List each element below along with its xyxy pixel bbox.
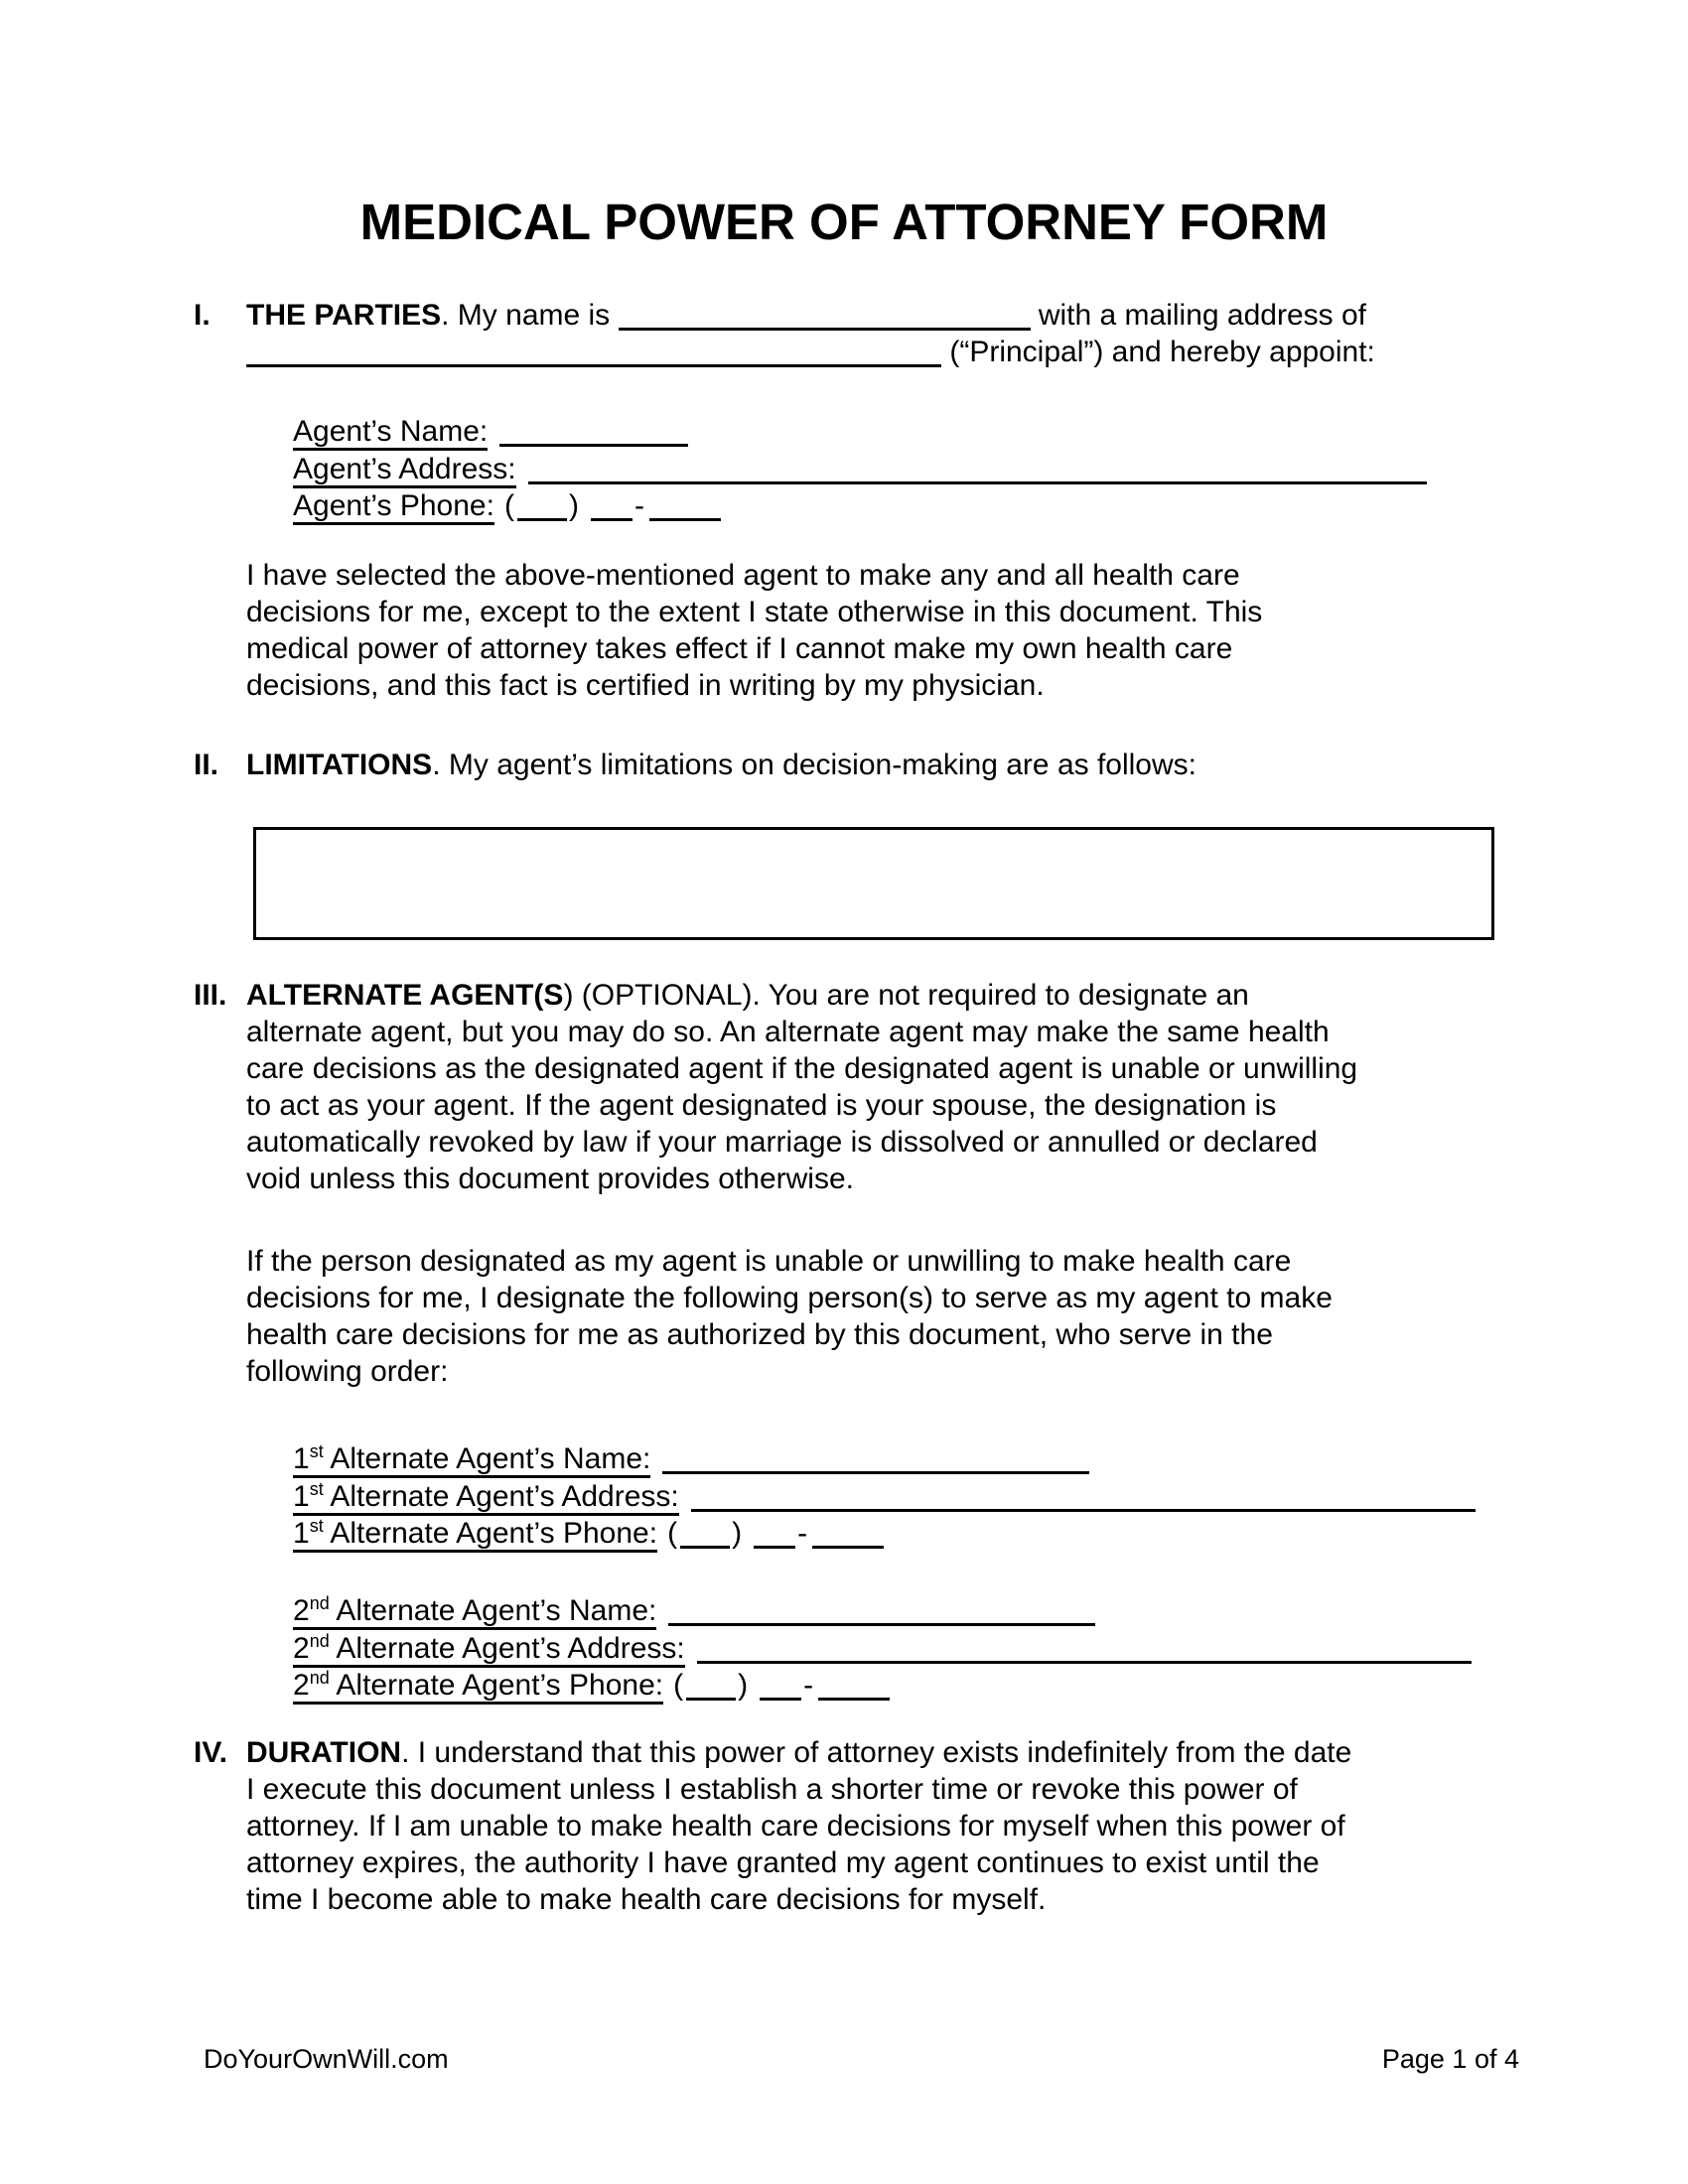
phone-dash: -	[633, 489, 644, 522]
first-alternate-phone-area-blank[interactable]	[680, 1546, 730, 1549]
phone-open-paren: (	[673, 1669, 684, 1702]
first-alternate-address-row	[293, 1478, 1653, 1516]
phone-open-paren: (	[503, 489, 514, 522]
first-alternate-phone-line-blank[interactable]	[812, 1546, 884, 1549]
second-alternate-phone-label	[293, 1669, 663, 1705]
section-duration	[194, 1734, 1614, 1918]
phone-open-paren: (	[667, 1517, 678, 1550]
section-duration-content	[246, 1734, 1614, 1918]
ordinal-number: 1	[293, 1517, 310, 1550]
ordinal-number: 2	[293, 1594, 310, 1627]
agent-fields	[293, 413, 1653, 525]
section-alternate-content	[246, 977, 1614, 1197]
first-alternate-name-row	[293, 1440, 1653, 1478]
ordinal-suffix: nd	[309, 1630, 330, 1651]
first-alternate-address-blank[interactable]	[691, 1509, 1476, 1512]
parties-after-name-text: with a mailing address of	[1030, 299, 1367, 332]
first-alternate-name-label	[293, 1442, 650, 1478]
agent-name-row	[293, 413, 1653, 451]
selected-agent-paragraph: I have selected the above-mentioned agent to make any and all health care decisions for me, except to the extent I state otherwise in this document. This medical power of attorney takes effect if I cannot make my own health care decisions, and this fact is certified in writing by my physician.	[246, 559, 1263, 702]
agent-phone-row	[293, 487, 1653, 525]
principal-name-blank[interactable]	[619, 328, 1031, 331]
parties-lead-text: . My name is	[441, 299, 619, 332]
label-text: Alternate Agent’s Phone:	[323, 1517, 658, 1550]
phone-dash: -	[797, 1517, 808, 1550]
section-duration-heading: DURATION	[246, 1736, 402, 1769]
ordinal-suffix: nd	[309, 1593, 330, 1613]
duration-body-text: . I understand that this power of attorney exists indefinitely from the date I execute this document unless I establish a shorter time or revoke this power of attorney. If I am unable to make health care decisions for myself when this power of attorney expires, the authority I have granted my agent continues to exist until the time I become able to make health care decisions for myself.	[246, 1736, 1352, 1916]
section-alternate	[194, 977, 1614, 1197]
limitations-box[interactable]	[253, 827, 1494, 940]
parties-after-address-text: (“Principal”) and hereby appoint:	[941, 336, 1375, 368]
second-alternate-name-label	[293, 1594, 656, 1630]
label-text: Alternate Agent’s Name:	[329, 1594, 657, 1627]
ordinal-suffix: st	[309, 1441, 324, 1461]
principal-address-blank[interactable]	[246, 364, 941, 367]
agent-address-blank[interactable]	[528, 481, 1427, 484]
phone-dash: -	[803, 1669, 814, 1702]
agent-name-blank[interactable]	[499, 444, 688, 447]
section-alternate-heading-rest: ) (OPTIONAL).	[563, 979, 769, 1012]
section-parties-heading: THE PARTIES	[246, 299, 442, 332]
page-title: MEDICAL POWER OF ATTORNEY FORM	[359, 194, 1329, 250]
limitations-after-text: . My agent’s limitations on decision-making are as follows:	[432, 749, 1196, 781]
second-alternate-address-row	[293, 1630, 1653, 1668]
alternate-designation-paragraph: If the person designated as my agent is unable or unwilling to make health care decisions for me, I designate the following person(s) to serve as my agent to make health care decisions for me as authorized by this document, who serve in the following order:	[246, 1245, 1333, 1388]
ordinal-number: 1	[293, 1442, 310, 1475]
second-alternate-phone-prefix-blank[interactable]	[760, 1698, 801, 1701]
first-alternate-address-label	[293, 1480, 679, 1516]
label-text: Alternate Agent’s Address:	[323, 1479, 679, 1513]
ordinal-suffix: st	[309, 1478, 324, 1499]
agent-phone-area-blank[interactable]	[517, 518, 567, 521]
section-duration-numeral: IV.	[194, 1736, 227, 1769]
section-limitations	[194, 747, 1614, 783]
section-parties-content	[246, 297, 1614, 370]
second-alternate-phone-area-blank[interactable]	[686, 1698, 736, 1701]
footer-site: DoYourOwnWill.com	[204, 2044, 449, 2074]
agent-phone-prefix-blank[interactable]	[591, 518, 633, 521]
agent-address-label: Agent’s Address:	[293, 453, 516, 488]
ordinal-number: 2	[293, 1631, 310, 1665]
first-alternate-phone-prefix-blank[interactable]	[754, 1546, 795, 1549]
ordinal-suffix: nd	[309, 1668, 330, 1688]
section-alternate-numeral: III.	[194, 979, 227, 1012]
label-text: Alternate Agent’s Name:	[323, 1442, 651, 1475]
footer-page-number: Page 1 of 4	[1381, 2044, 1519, 2074]
second-alternate-address-blank[interactable]	[697, 1661, 1472, 1664]
second-alternate-phone-row	[293, 1667, 1653, 1705]
second-alternate-name-blank[interactable]	[668, 1623, 1095, 1626]
second-alternate-address-label	[293, 1632, 685, 1668]
section-limitations-numeral: II.	[194, 749, 219, 781]
phone-close-paren: )	[738, 1669, 749, 1702]
ordinal-suffix: st	[309, 1516, 324, 1536]
alternate-body-text: You are not required to designate an alternate agent, but you may do so. An alternate agent may make the same health care decisions as the designated agent if the designated agent is unable or unwilling to act as your agent. If the agent designated is your spouse, the designation is automatically revoked by law if your marriage is dissolved or annulled or declared void unless this document provides otherwise.	[246, 979, 1358, 1195]
ordinal-number: 2	[293, 1669, 310, 1702]
first-alternate-phone-label	[293, 1517, 657, 1553]
phone-close-paren: )	[732, 1517, 743, 1550]
section-parties-numeral: I.	[194, 299, 211, 332]
label-text: Alternate Agent’s Phone:	[329, 1669, 664, 1702]
first-alternate-name-blank[interactable]	[662, 1471, 1089, 1474]
agent-address-row	[293, 451, 1653, 488]
first-alternate-phone-row	[293, 1515, 1653, 1553]
second-alternate-fields	[293, 1592, 1653, 1705]
label-text: Alternate Agent’s Address:	[329, 1631, 685, 1665]
agent-phone-label: Agent’s Phone:	[293, 489, 494, 525]
first-alternate-fields	[293, 1440, 1653, 1553]
second-alternate-phone-line-blank[interactable]	[818, 1698, 890, 1701]
section-parties	[194, 297, 1614, 370]
agent-name-label: Agent’s Name:	[293, 415, 488, 451]
agent-phone-line-blank[interactable]	[649, 518, 721, 521]
phone-close-paren: )	[568, 489, 579, 522]
section-alternate-heading-bold: ALTERNATE AGENT(S	[246, 979, 564, 1012]
ordinal-number: 1	[293, 1479, 310, 1513]
section-limitations-heading: LIMITATIONS	[246, 749, 433, 781]
second-alternate-name-row	[293, 1592, 1653, 1630]
section-limitations-content	[246, 747, 1614, 783]
